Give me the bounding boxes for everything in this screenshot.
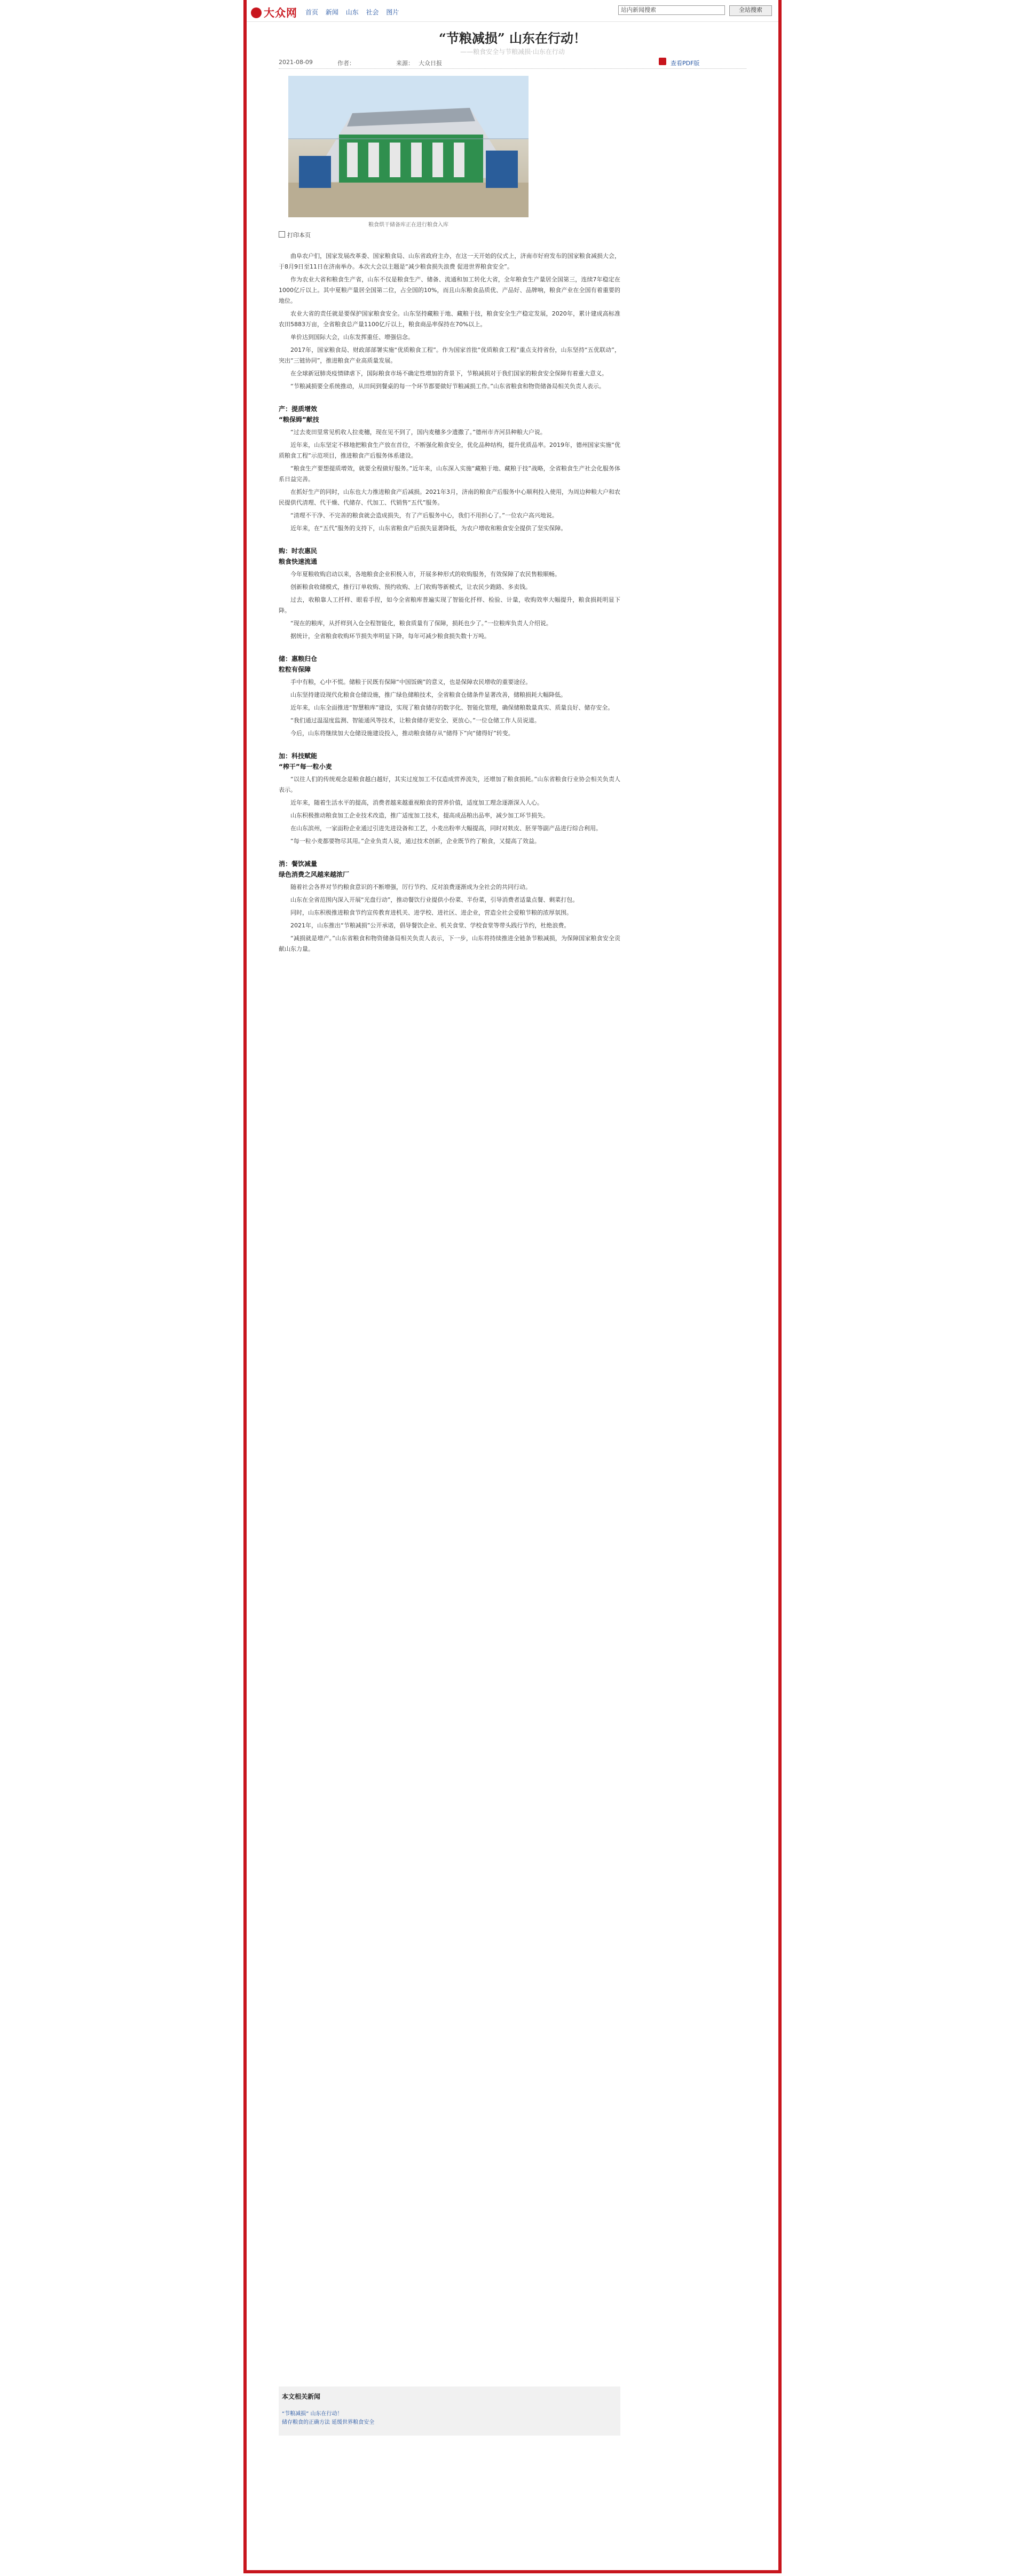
pdf-link[interactable]: 查看PDF版 (671, 60, 700, 67)
nav-item-news[interactable]: 新闻 (325, 9, 338, 16)
print-icon (279, 231, 285, 238)
paragraph: 在全球新冠肺炎疫情肆虐下，国际粮食市场不确定性增加的背景下，节粮减损对于我们国家的粮食安全保障有着重大意义。 (290, 370, 608, 377)
paragraph: “减损就是增产。”山东省粮食和物资储备局相关负责人表示，下一步，山东将持续推进全链条节粮减损，为保障国家粮食安全贡献山东力量。 (279, 935, 620, 952)
related-link[interactable]: 储存粮食的正确方法 延缓世界粮食安全 (282, 2420, 375, 2425)
paragraph: 单价达到国际大会，山东发挥重任、增强信念。 (290, 334, 414, 341)
top-nav (305, 7, 404, 17)
paragraph: 山东积极推动粮食加工企业技术改造，推广适度加工技术，提高成品粮出品率，减少加工环节损失。 (290, 812, 549, 819)
article-meta (279, 58, 746, 69)
paragraph: 山东坚持建设现代化粮食仓储设施，推广绿色储粮技术，全省粮食仓储条件显著改善，储粮损耗大幅降低。 (290, 691, 566, 698)
paragraph: 创新粮食收储模式，推行订单收购、预约收购、上门收购等新模式，让农民少跑路、多卖钱。 (290, 584, 531, 590)
related-title: 本文相关新闻 (282, 2393, 321, 2400)
paragraph: 山东在全省范围内深入开展“光盘行动”，推动餐饮行业提供小份菜、半份菜，引导消费者适量点餐、剩菜打包。 (290, 896, 579, 903)
paragraph: 据统计，全省粮食收购环节损失率明显下降，每年可减少粮食损失数十万吨。 (290, 633, 490, 640)
section-heading: 储：惠粮归仓 粒粒有保障 (279, 655, 318, 673)
paragraph: 手中有粮，心中不慌。储粮于民既有保障“中国饭碗”的意义，也是保障农民增收的重要途径。 (290, 679, 532, 686)
logo-text: 大众网 (264, 6, 297, 19)
related-news (279, 2386, 620, 2436)
paragraph: “过去麦田里常见机收人拉麦穗，现在见不到了，国内麦穗多少遗撒了。”德州市齐河县种粮大户说。 (290, 429, 546, 436)
paragraph: 曲阜农户们，国家发展改革委、国家粮食局、山东省政府主办，在这一天开始的仪式上，济南市好府发布的国家粮食减损大会，于8月9日至11日在济南举办。本次大会以主题是“减少粮食损失浪费 促进世界粮食安全”。 (279, 253, 620, 270)
article-subtitle: ——粮食安全与节粮减损·山东在行动 (460, 48, 565, 56)
paragraph: 在山东滨州，一家面粉企业通过引进先进设备和工艺，小麦出粉率大幅提高，同时对麸皮、胚芽等副产品进行综合利用。 (290, 825, 602, 832)
related-link[interactable]: “节粮减损” 山东在行动！ (282, 2411, 343, 2417)
paragraph: 今后，山东将继续加大仓储设施建设投入，推动粮食储存从“储得下”向“储得好”转变。 (290, 730, 514, 737)
paragraph: 近年来，山东全面推进“智慧粮库”建设，实现了粮食储存的数字化、智能化管理，确保储粮数量真实、质量良好、储存安全。 (290, 704, 614, 711)
paragraph: 近年来，在“五代”服务的支持下，山东省粮食产后损失显著降低，为农户增收和粮食安全提供了坚实保障。 (290, 525, 567, 532)
source-label: 来源： (396, 60, 414, 67)
paragraph: 作为农业大省和粮食生产省，山东不仅是粮食生产、储备、流通和加工转化大省，全年粮食生产量居全国第三，连续7年稳定在1000亿斤以上。其中夏粮产量居全国第二位，占全国的10%，而且山东粮食品质优、产品好、品牌响，粮食产业在全国有着重要的地位。 (279, 276, 620, 304)
paragraph: 2017年，国家粮食局、财政部部署实施“优质粮食工程”。作为国家首批“优质粮食工程”重点支持省份，山东坚持“五优联动”，突出“三链协同”，推进粮食产业高质量发展。 (279, 346, 620, 364)
paragraph: 同时，山东积极推进粮食节约宣传教育进机关、进学校、进社区、进企业，营造全社会爱粮节粮的浓厚氛围。 (290, 909, 572, 916)
paragraph: “每一粒小麦都要物尽其用。”企业负责人说，通过技术创新，企业既节约了粮食，又提高了效益。 (290, 838, 540, 845)
nav-item-photos[interactable]: 图片 (386, 9, 399, 16)
grain-silo-image (288, 76, 529, 217)
paragraph: 2021年，山东推出“节粮减损”公开承诺，倡导餐饮企业、机关食堂、学校食堂等带头践行节约，杜绝浪费。 (290, 922, 570, 929)
photo-caption: 粮食烘干储备库正在进行粮食入库 (368, 222, 448, 228)
paragraph: “粮食生产要想提质增效，就要全程做好服务。”近年来，山东深入实施“藏粮于地、藏粮于技”战略，全省粮食生产社会化服务体系日益完善。 (279, 465, 620, 483)
print-bar[interactable] (279, 231, 311, 239)
search-button[interactable]: 全站搜索 (729, 5, 772, 16)
article-source: 大众日报 (419, 60, 442, 67)
paragraph: 农业大省的责任就是要保护国家粮食安全。山东坚持藏粮于地、藏粮于技，粮食安全生产稳定发展，2020年，累计建成高标准农田5883万亩，全省粮食总产量1100亿斤以上，粮食商品率保持在70%以上。 (279, 310, 620, 328)
site-logo[interactable] (251, 4, 297, 20)
top-bar (247, 0, 778, 22)
paragraph: 过去，收粮靠人工扦样、眼看手捏，如今全省粮库普遍实现了智能化扦样、检验、计量，收购效率大幅提升，粮食损耗明显下降。 (279, 596, 620, 614)
article-title: “节粮减损” 山东在行动！ (439, 30, 586, 46)
nav-item-home[interactable]: 首页 (305, 9, 319, 16)
author-label: 作者： (337, 60, 355, 67)
article-body (279, 251, 620, 957)
article-date: 2021-08-09 (279, 59, 313, 66)
paragraph: 今年夏粮收购启动以来，各地粮食企业积极入市，开展多种形式的收购服务，有效保障了农民售粮顺畅。 (290, 571, 561, 578)
paragraph: 在抓好生产的同时，山东也大力推进粮食产后减损。2021年3月，济南的粮食产后服务中心顺利投入使用，为周边种粮大户和农民提供代清理、代干燥、代储存、代加工、代销售“五代”服务。 (279, 489, 620, 506)
page-frame (243, 0, 782, 2573)
search-input[interactable]: 站内新闻搜索 (618, 5, 725, 15)
paragraph: “我们通过温湿度监测、智能通风等技术，让粮食储存更安全、更放心。”一位仓储工作人员说道。 (290, 717, 540, 724)
paragraph: 随着社会各界对节约粮食意识的不断增强，厉行节约、反对浪费逐渐成为全社会的共同行动。 (290, 884, 531, 891)
section-heading: 加：科技赋能 “榨干”每一粒小麦 (279, 752, 332, 770)
logo-icon (251, 7, 262, 18)
paragraph: “节粮减损要全系统推动，从田间到餐桌的每一个环节都要做好节粮减损工作。”山东省粮食和物资储备局相关负责人表示。 (290, 383, 605, 390)
nav-item-society[interactable]: 社会 (366, 9, 379, 16)
section-heading: 消：餐饮减量 绿色消费之风越来越浓厂 (279, 860, 350, 878)
paragraph: “以往人们的传统观念是粮食越白越好，其实过度加工不仅造成营养流失，还增加了粮食损耗。”山东省粮食行业协会相关负责人表示。 (279, 776, 620, 793)
nav-item-shandong[interactable]: 山东 (345, 9, 359, 16)
print-label: 打印本页 (287, 232, 311, 239)
paragraph: 近年来，随着生活水平的提高，消费者越来越重视粮食的营养价值，适度加工理念逐渐深入人心。 (290, 799, 543, 806)
paragraph: “现在的粮库，从扦样到入仓全程智能化，粮食质量有了保障，损耗也少了。”一位粮库负责人介绍说。 (290, 620, 552, 627)
paragraph: “清理不干净、不完善的粮食就会造成损失，有了产后服务中心，我们不用担心了。”一位农户高兴地说。 (290, 512, 558, 519)
section-heading: 购：时农惠民 粮食快速流通 (279, 547, 318, 565)
paragraph: 近年来，山东坚定不移地把粮食生产放在首位，不断强化粮食安全，优化品种结构，提升优质品率。2019年，德州国家实施“优质粮食工程”示范项目，推进粮食产后服务体系建设。 (279, 442, 620, 459)
section-heading: 产：提质增效 “粮保姆”献技 (279, 405, 319, 423)
pdf-icon[interactable] (659, 58, 666, 65)
article-photo (288, 76, 529, 217)
